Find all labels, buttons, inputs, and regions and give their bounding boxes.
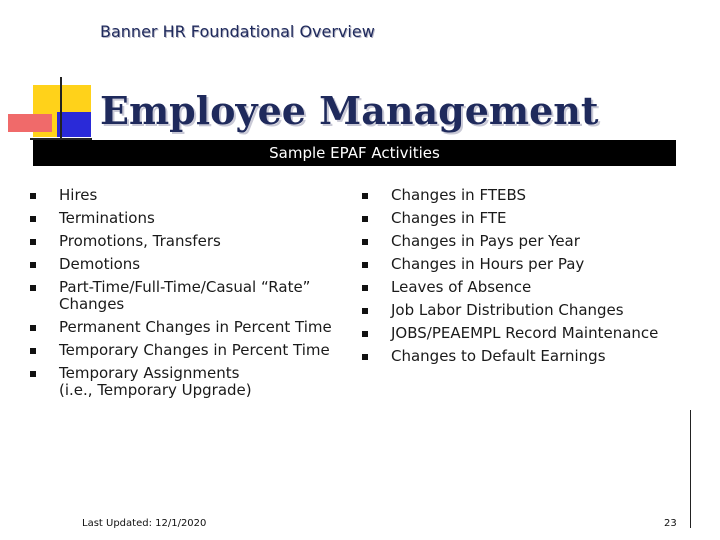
list-item: Part-Time/Full-Time/Casual “Rate” Changes [30, 276, 365, 316]
square-bullet-icon [362, 239, 368, 245]
square-bullet-icon [30, 285, 36, 291]
list-item: Changes in Pays per Year [362, 230, 707, 253]
footer-vertical-rule [690, 410, 691, 528]
square-bullet-icon [30, 325, 36, 331]
square-bullet-icon [362, 193, 368, 199]
list-item: Changes in FTEBS [362, 184, 707, 207]
square-bullet-icon [30, 371, 36, 377]
right-activity-list [362, 184, 707, 368]
list-item: Permanent Changes in Percent Time [30, 316, 365, 339]
left-activity-list [30, 184, 365, 402]
list-item: Changes to Default Earnings [362, 345, 707, 368]
square-bullet-icon [362, 331, 368, 337]
square-bullet-icon [30, 239, 36, 245]
list-item: Temporary Changes in Percent Time [30, 339, 365, 362]
list-item: Hires [30, 184, 365, 207]
square-bullet-icon [30, 348, 36, 354]
presentation-subtitle: Banner HR Foundational Overview [100, 22, 375, 41]
list-item: Job Labor Distribution Changes [362, 299, 707, 322]
page-number: 23 [664, 518, 677, 529]
square-bullet-icon [362, 308, 368, 314]
list-item: Leaves of Absence [362, 276, 707, 299]
square-bullet-icon [362, 354, 368, 360]
list-item: Promotions, Transfers [30, 230, 365, 253]
list-item: Demotions [30, 253, 365, 276]
square-bullet-icon [30, 193, 36, 199]
square-bullet-icon [30, 262, 36, 268]
decorative-red-bar [8, 114, 52, 132]
square-bullet-icon [362, 216, 368, 222]
square-bullet-icon [30, 216, 36, 222]
decorative-vertical-line [60, 77, 62, 139]
last-updated-label: Last Updated: 12/1/2020 [82, 518, 207, 529]
square-bullet-icon [362, 285, 368, 291]
section-banner: Sample EPAF Activities [33, 140, 676, 166]
list-item: Changes in FTE [362, 207, 707, 230]
slide-title: Employee Management [100, 88, 599, 133]
list-item: JOBS/PEAEMPL Record Maintenance [362, 322, 707, 345]
list-item: Changes in Hours per Pay [362, 253, 707, 276]
square-bullet-icon [362, 262, 368, 268]
decorative-blue-square [57, 112, 91, 137]
list-item: Terminations [30, 207, 365, 230]
list-item: Temporary Assignments (i.e., Temporary Upgrade) [30, 362, 365, 402]
